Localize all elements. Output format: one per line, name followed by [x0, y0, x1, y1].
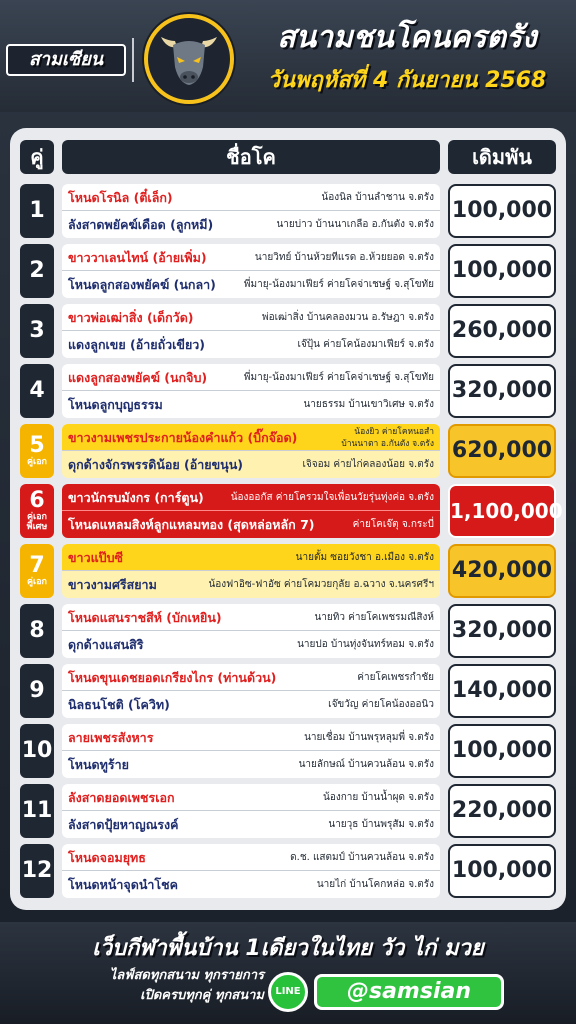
- live-line-1: ไลฟ์สดทุกสนาม ทุกรายการ: [109, 968, 264, 983]
- fighter-a-owner: ด.ช. แสตมป์ บ้านควนล้อน จ.ตรัง: [290, 852, 434, 863]
- fighter-b-name: โหนดลูกบุญธรรม: [68, 397, 163, 412]
- fighters-cell: [62, 484, 440, 538]
- fighter-b-owner: นายลักษณ์ บ้านควนล้อน จ.ตรัง: [298, 759, 434, 770]
- brand-logo: สามเซียน: [6, 44, 126, 76]
- fighter-a-line: [62, 484, 440, 511]
- fighter-a-name: ขาวแป๊บซี: [68, 550, 123, 565]
- fighter-b-owner: นายปอ บ้านทุ่งจันทร์หอม จ.ตรัง: [297, 639, 434, 650]
- pair-number-cell: [20, 484, 54, 538]
- fight-row: [0, 304, 576, 358]
- fighters-cell: [62, 664, 440, 718]
- fighter-b-name: โหนดทูร้าย: [68, 757, 129, 772]
- fighter-a-line: [62, 424, 440, 451]
- fight-row: [0, 604, 576, 658]
- fighters-cell: [62, 244, 440, 298]
- pair-number-cell: [20, 364, 54, 418]
- fighter-b-owner: เจ๊ปุ้น ค่ายโคน้องมาเฟียร์ จ.ตรัง: [297, 339, 434, 350]
- fighter-b-name: ดุกด้างจักรพรรดิน้อย (อ้ายขนุน): [68, 457, 243, 472]
- fighter-b-name: แดงลูกเขย (อ้ายถั่วเขียว): [68, 337, 206, 352]
- bull-head-icon: [144, 14, 234, 104]
- column-header-bet: เดิมพัน: [448, 140, 556, 174]
- fight-row: [0, 784, 576, 838]
- pair-tag: คู่เอก พิเศษ: [26, 512, 48, 532]
- pair-number-cell: [20, 244, 54, 298]
- pair-number-cell: [20, 784, 54, 838]
- fighter-b-line: [62, 811, 440, 838]
- fighter-a-owner: น้องนิล บ้านลำชาน จ.ตรัง: [321, 192, 434, 203]
- pair-number-cell: [20, 724, 54, 778]
- fighter-a-owner: นายตั้ม ซอยวังชา อ.เมือง จ.ตรัง: [295, 552, 434, 563]
- brand-divider: [132, 38, 134, 82]
- fighter-b-owner: นายไก่ บ้านโคกหล่อ จ.ตรัง: [316, 879, 434, 890]
- fighter-a-name: ขาวนักรบมังกร (การ์ตูน): [68, 490, 204, 505]
- fighter-a-name: โหนดแสนราชสีห์ (บักเหยิน): [68, 610, 222, 625]
- fighter-a-line: [62, 604, 440, 631]
- fighter-b-line: [62, 871, 440, 898]
- fighter-a-line: [62, 364, 440, 391]
- fighters-cell: [62, 184, 440, 238]
- fighter-a-owner: น้องยิว ค่ายโคหนอสำ บ้านนาตา อ.กันตัง จ.ตรัง: [341, 427, 434, 449]
- fighter-b-line: [62, 271, 440, 298]
- fighter-a-owner: นายเชื่อม บ้านพรุหลุมพี่ จ.ตรัง: [304, 732, 434, 743]
- fighter-a-owner: น้องออกัส ค่ายโครวมใจเพื่อนวัยรุ่นทุ่งค่อ จ.ตรัง: [230, 492, 434, 503]
- fighter-a-owner: ค่ายโคเพชรกำชัย: [357, 672, 434, 683]
- live-info: [54, 966, 264, 1006]
- fighter-b-name: ขาวงามศรีสยาม: [68, 577, 157, 592]
- fighter-a-owner: นายทิว ค่ายโคเพชรมณีสิงห์: [314, 612, 434, 623]
- fighter-b-owner: น้องฟาอิซ-ฟาอัซ ค่ายโคมวยกุลัย อ.ฉวาง จ.นครศรีฯ: [208, 579, 434, 590]
- fighters-cell: [62, 424, 440, 478]
- bet-amount: 320,000: [448, 364, 556, 418]
- fighter-a-owner: พี่มายุ-น้องมาเฟียร์ ค่ายโคจ่าเชษฐ์ จ.สุโขทัย: [243, 372, 434, 383]
- fighter-a-owner: นายวิทย์ บ้านห้วยทีแรด อ.ห้วยยอด จ.ตรัง: [254, 252, 434, 263]
- fighter-b-owner: นายวุธ บ้านพรุสัม จ.ตรัง: [328, 819, 434, 830]
- bet-amount: 100,000: [448, 184, 556, 238]
- fighter-b-line: [62, 751, 440, 778]
- footer-slogan: เว็บกีฬาพื้นบ้าน 1เดียวในไทย วัว ไก่ มวย: [92, 936, 484, 961]
- fighter-a-name: ขาวงามเพชรประกายน้องคำแก้ว (บิ๊กจ๊อด): [68, 430, 298, 445]
- fighter-b-owner: นายบ่าว บ้านนาเกลือ อ.กันตัง จ.ตรัง: [276, 219, 434, 230]
- fight-row: [0, 364, 576, 418]
- fighter-a-line: [62, 304, 440, 331]
- fighter-b-line: [62, 391, 440, 418]
- fighter-a-line: [62, 664, 440, 691]
- fighter-a-name: ขาวพ่อเฒ่าสิ่ง (เด็กวัด): [68, 310, 194, 325]
- pair-number: 5: [29, 433, 45, 458]
- pair-number: 9: [29, 678, 45, 703]
- fighter-a-line: [62, 544, 440, 571]
- fighter-b-owner: ค่ายโคเจ๊ตุ จ.กระบี่: [352, 519, 434, 530]
- pair-number-cell: [20, 424, 54, 478]
- fighter-a-name: แดงลูกสองพยัคฆ์ (นกจิบ): [68, 370, 208, 385]
- fighter-a-name: ขาววาเลนไทน์ (อ้ายเพิ่ม): [68, 250, 207, 265]
- bet-amount: 620,000: [448, 424, 556, 478]
- fighter-b-name: โหนดหน้าจุดนำโชค: [68, 877, 178, 892]
- pair-number-cell: [20, 604, 54, 658]
- bet-amount: 420,000: [448, 544, 556, 598]
- pair-number: 10: [21, 738, 53, 763]
- column-header-pair: คู่: [20, 140, 54, 174]
- pair-number: 12: [21, 858, 53, 883]
- bet-amount: 140,000: [448, 664, 556, 718]
- fighters-cell: [62, 784, 440, 838]
- fighters-cell: [62, 304, 440, 358]
- pair-number: 8: [29, 618, 45, 643]
- fight-row: [0, 424, 576, 478]
- line-handle-button[interactable]: @samsian: [314, 974, 504, 1010]
- fighter-b-line: [62, 691, 440, 718]
- pair-number: 2: [29, 258, 45, 283]
- fighter-a-owner: น้องกาย บ้านน้ำผุด จ.ตรัง: [322, 792, 434, 803]
- fight-row: [0, 664, 576, 718]
- fighter-b-line: [62, 331, 440, 358]
- fight-row: [0, 544, 576, 598]
- pair-number-cell: [20, 304, 54, 358]
- bet-amount: 260,000: [448, 304, 556, 358]
- fighter-b-line: [62, 451, 440, 478]
- fighter-a-owner: พ่อเฒ่าสิ่ง บ้านคลองมวน อ.รัษฎา จ.ตรัง: [262, 312, 434, 323]
- fighter-b-name: ลังสาดพยัคฆ์เดือด (ลูกหมี): [68, 217, 214, 232]
- pair-number: 7: [29, 553, 45, 578]
- fighter-b-owner: พี่มายุ-น้องมาเฟียร์ ค่ายโคจ่าเชษฐ์ จ.สุโขทัย: [243, 279, 434, 290]
- fighter-b-name: โหนดแหลมสิงห์ลูกแหลมทอง (สุดหล่อหลัก 7): [68, 517, 315, 532]
- fighter-b-line: [62, 631, 440, 658]
- bet-amount: 100,000: [448, 244, 556, 298]
- fighter-a-name: ลายเพชรสังหาร: [68, 730, 154, 745]
- fighters-cell: [62, 844, 440, 898]
- fight-row: [0, 244, 576, 298]
- pair-number-cell: [20, 184, 54, 238]
- page-title: สนามชนโคนครตรัง: [277, 20, 537, 55]
- column-header-name: ชื่อโค: [62, 140, 440, 174]
- bet-amount: 100,000: [448, 844, 556, 898]
- fighter-a-name: ลังสาดยอดเพชรเอก: [68, 790, 175, 805]
- bet-amount: 320,000: [448, 604, 556, 658]
- bet-amount: 100,000: [448, 724, 556, 778]
- fighter-b-name: นิลธนโชติ (โควิท): [68, 697, 170, 712]
- pair-number-cell: [20, 544, 54, 598]
- event-date: วันพฤหัสที่ 4 กันยายน 2568: [267, 68, 547, 93]
- bet-amount: 1,100,000: [448, 484, 556, 538]
- fight-row: [0, 184, 576, 238]
- pair-number-cell: [20, 844, 54, 898]
- fighter-b-name: โหนดลูกสองพยัคฆ์ (นกลา): [68, 277, 216, 292]
- pair-tag: คู่เอก: [27, 457, 47, 467]
- fighter-b-name: ลังสาดปุ้ยหาญณรงค์: [68, 817, 179, 832]
- fighter-a-name: โหนดโรนิล (ตี๋เล็ก): [68, 190, 173, 205]
- fighter-b-owner: นายธรรม บ้านเขาวิเศษ จ.ตรัง: [303, 399, 434, 410]
- fighter-a-line: [62, 784, 440, 811]
- pair-tag: คู่เอก: [27, 577, 47, 587]
- pair-number: 3: [29, 318, 45, 343]
- fighter-b-owner: เจ๊ขวัญ ค่ายโคน้องออนิว: [328, 699, 434, 710]
- fighters-cell: [62, 364, 440, 418]
- fighter-b-line: [62, 211, 440, 238]
- line-app-icon[interactable]: LINE: [268, 972, 308, 1012]
- fighter-b-line: [62, 511, 440, 538]
- fighter-a-line: [62, 724, 440, 751]
- fighter-a-name: โหนดจอมยุทธ: [68, 850, 146, 865]
- pair-number: 6: [29, 488, 45, 513]
- fight-row: [0, 844, 576, 898]
- fighter-a-line: [62, 244, 440, 271]
- pair-number: 1: [29, 198, 45, 223]
- live-line-2: เปิดครบทุกคู่ ทุกสนาม: [140, 988, 264, 1003]
- fighters-cell: [62, 604, 440, 658]
- fighters-cell: [62, 544, 440, 598]
- fighter-a-line: [62, 844, 440, 871]
- fighter-b-name: ดุกด้างแสนสิริ: [68, 637, 144, 652]
- pair-number: 4: [29, 378, 45, 403]
- fighters-cell: [62, 724, 440, 778]
- fighter-a-name: โหนดขุนเดชยอดเกรียงไกร (ท่านด้วน): [68, 670, 277, 685]
- fighter-b-line: [62, 571, 440, 598]
- fighter-a-line: [62, 184, 440, 211]
- pair-number: 11: [21, 798, 53, 823]
- fight-row: [0, 724, 576, 778]
- pair-number-cell: [20, 664, 54, 718]
- fight-row: [0, 484, 576, 538]
- bet-amount: 220,000: [448, 784, 556, 838]
- fighter-b-owner: เจิจอม ค่ายไก่คลองน้อย จ.ตรัง: [302, 459, 434, 470]
